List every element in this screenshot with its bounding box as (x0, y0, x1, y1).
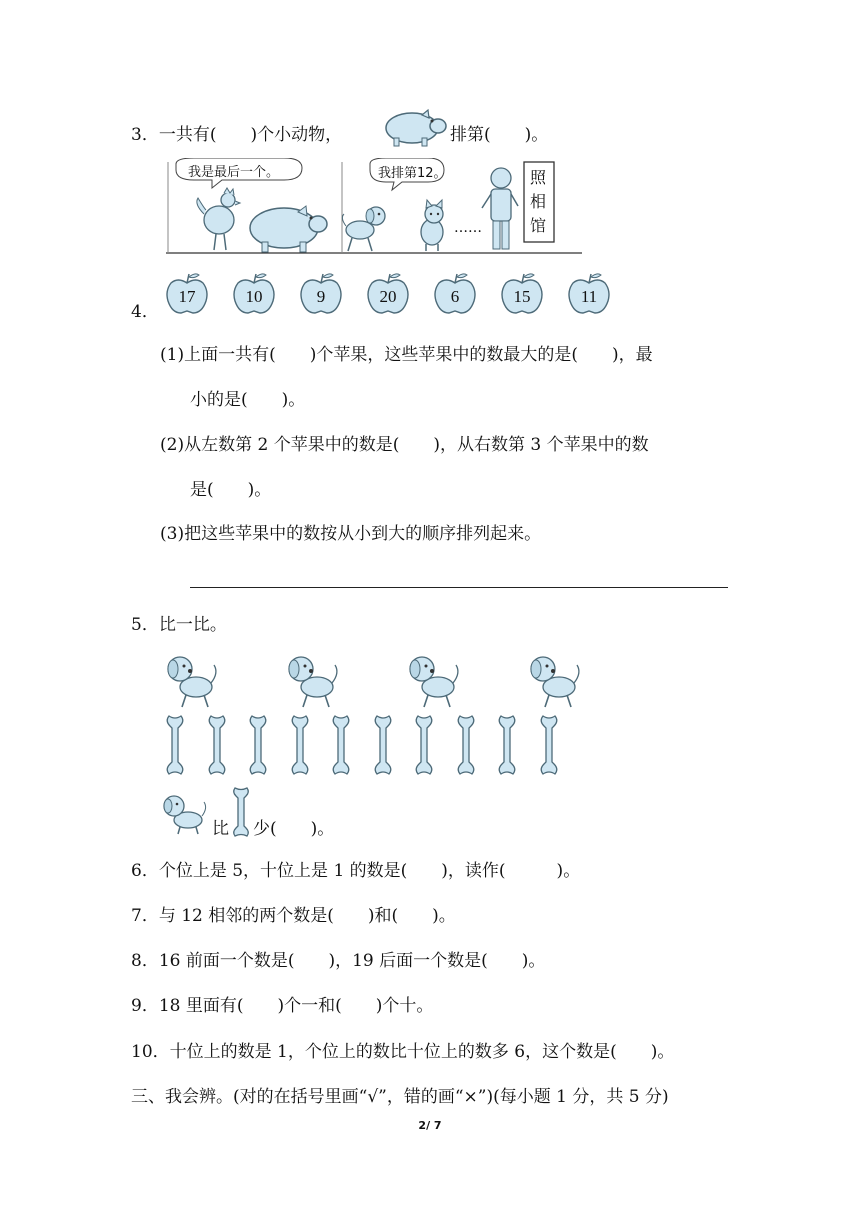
apple-5 (432, 271, 478, 315)
apple-number: 20 (379, 287, 397, 306)
dog-icon (160, 790, 210, 836)
apple-4 (365, 271, 411, 315)
bubble-right-text: 我排第12。 (378, 166, 447, 181)
compare-text-b: 少( )。 (253, 819, 335, 839)
bone-6-icon (372, 714, 394, 776)
bone-4-icon (289, 714, 311, 776)
dog-1-icon (164, 651, 220, 709)
q3-text-b: 排第( )。 (450, 125, 549, 145)
q4-part2-line1: (2)从左数第 2 个苹果中的数是( )，从右数第 3 个苹果中的数 (160, 435, 649, 455)
ellipsis: …… (454, 220, 482, 236)
q4-part1-line1: (1)上面一共有( )个苹果，这些苹果中的数最大的是( )，最 (160, 345, 653, 365)
bone-8-icon (455, 714, 477, 776)
bone-row (164, 714, 604, 776)
q9: 9．18 里面有( )个一和( )个十。 (131, 996, 434, 1016)
q3-text-a: 3．一共有( )个小动物， (131, 125, 343, 145)
dog-icon (342, 207, 385, 251)
apple-3 (298, 271, 344, 315)
cat-icon (421, 200, 443, 251)
q5-title: 5．比一比。 (131, 615, 227, 635)
apple-7 (566, 271, 612, 315)
boy-icon (482, 168, 518, 249)
rooster-icon (197, 188, 240, 250)
bone-3-icon (247, 714, 269, 776)
page-number: 2/ 7 (418, 1119, 442, 1132)
compare-text-a: 比 (212, 819, 229, 839)
bubble-left-text: 我是最后一个。 (188, 165, 280, 180)
section-3-heading: 三、我会辨。(对的在括号里画“√”，错的画“×”)(每小题 1 分，共 5 分) (131, 1087, 669, 1107)
apple-number: 15 (513, 287, 531, 306)
q4-part2-line2: 是( )。 (190, 480, 272, 500)
bone-7-icon (413, 714, 435, 776)
q10: 10．十位上的数是 1，个位上的数比十位上的数多 6，这个数是( )。 (131, 1042, 675, 1062)
dog-row (164, 651, 604, 709)
queue-scene (164, 158, 584, 256)
dog-3-icon (406, 651, 462, 709)
q8: 8．16 前面一个数是( )，19 后面一个数是( )。 (131, 951, 546, 971)
studio-sign-text: 照相馆 (530, 168, 547, 235)
q7: 7．与 12 相邻的两个数是( )和( )。 (131, 906, 456, 926)
bone-icon (230, 786, 252, 838)
pig-icon (382, 106, 448, 148)
dog-2-icon (285, 651, 341, 709)
q4-part1-line2: 小的是( )。 (190, 390, 306, 410)
bone-1-icon (164, 714, 186, 776)
apple-1 (164, 271, 210, 315)
apple-number: 11 (580, 287, 598, 306)
apple-6 (499, 271, 545, 315)
answer-line (190, 587, 728, 588)
dog-4-icon (527, 651, 583, 709)
apple-row (164, 271, 624, 315)
bone-9-icon (496, 714, 518, 776)
q6: 6．个位上是 5，十位上是 1 的数是( )，读作( )。 (131, 861, 581, 881)
q4-label: 4． (131, 302, 159, 322)
apple-number: 17 (178, 287, 196, 306)
bone-2-icon (206, 714, 228, 776)
bone-10-icon (538, 714, 560, 776)
pig-icon (250, 206, 327, 252)
bone-5-icon (330, 714, 352, 776)
apple-number: 10 (245, 287, 263, 306)
apple-number: 6 (450, 287, 460, 306)
q4-part3: (3)把这些苹果中的数按从小到大的顺序排列起来。 (160, 524, 542, 544)
apple-number: 9 (316, 287, 326, 306)
apple-2 (231, 271, 277, 315)
